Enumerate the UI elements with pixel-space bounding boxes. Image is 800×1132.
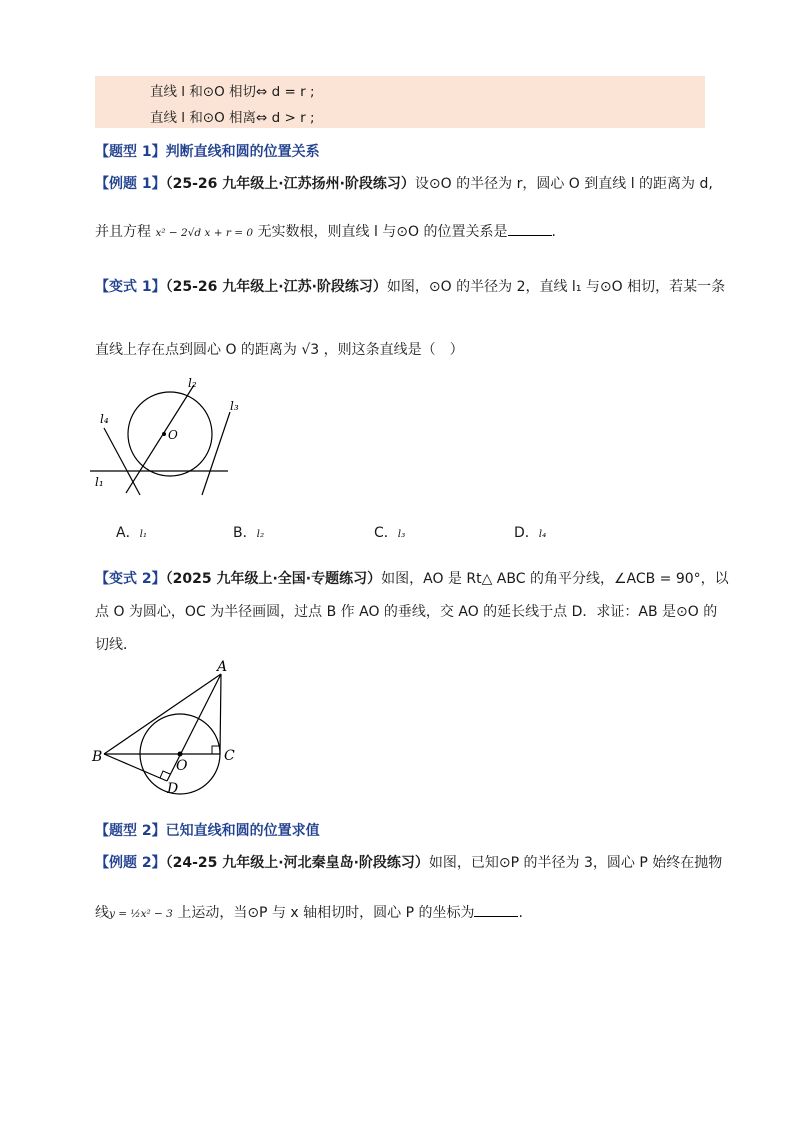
right-angle-c bbox=[212, 746, 220, 754]
label-d: D bbox=[167, 781, 179, 795]
variant2-tag: 【变式 2】 bbox=[95, 571, 166, 587]
label-l2: l₂ bbox=[188, 376, 197, 390]
option-d[interactable] bbox=[514, 522, 546, 542]
option-b[interactable] bbox=[233, 522, 264, 542]
option-b-value: l₂ bbox=[256, 528, 265, 540]
example2-text-b-pre: 线 bbox=[95, 905, 109, 921]
section2-heading: 【题型 2】已知直线和圆的位置求值 bbox=[95, 823, 320, 839]
example1-line1 bbox=[95, 173, 713, 193]
label-o: O bbox=[168, 428, 178, 442]
example2-text-a: 如图，已知⊙P 的半径为 3，圆心 P 始终在抛物 bbox=[428, 855, 723, 871]
separate-condition: 直线 l 和⊙O 相离⇔ d > r ; bbox=[150, 110, 315, 126]
variant1-source: （25-26 九年级上·江苏·阶段练习） bbox=[165, 279, 387, 295]
center-point-o bbox=[162, 432, 166, 436]
example1-text-b-pre: 并且方程 bbox=[95, 224, 151, 240]
example2-line1 bbox=[95, 852, 722, 872]
label-l3: l₃ bbox=[230, 399, 239, 413]
label-l4: l₄ bbox=[100, 412, 109, 426]
option-d-value: l₄ bbox=[538, 528, 547, 540]
answer-blank-2[interactable] bbox=[474, 904, 518, 917]
figure-circle-lines bbox=[90, 375, 250, 500]
segment-ba bbox=[104, 674, 221, 754]
variant2-line2: 点 O 为圆心，OC 为半径画圆，过点 B 作 AO 的垂线，交 AO 的延长线于点 D．求证：AB 是⊙O 的 bbox=[95, 604, 718, 620]
line-l4 bbox=[104, 428, 140, 495]
label-l1: l₁ bbox=[95, 475, 104, 489]
variant1-line2: 直线上存在点到圆心 O 的距离为 √3 ，则这条直线是（ ） bbox=[95, 342, 464, 358]
example2-line2 bbox=[95, 902, 523, 922]
example1-text-b-post: 无实数根，则直线 l 与⊙O 的位置关系是 bbox=[257, 224, 508, 240]
label-b: B bbox=[92, 749, 103, 765]
example2-tag: 【例题 2】 bbox=[95, 855, 166, 871]
example2-end: . bbox=[518, 905, 523, 921]
section1-heading: 【题型 1】判断直线和圆的位置关系 bbox=[95, 144, 320, 160]
variant2-text-a: 如图，AO 是 Rt△ ABC 的角平分线，∠ACB = 90°，以 bbox=[381, 571, 729, 587]
variant2-line1 bbox=[95, 568, 729, 588]
label-o2: O bbox=[176, 758, 188, 774]
label-a: A bbox=[217, 659, 228, 675]
variant1-text-a: 如图，⊙O 的半径为 2，直线 l₁ 与⊙O 相切，若某一条 bbox=[386, 279, 726, 295]
example2-equation: y = ½x² − 3 bbox=[109, 908, 173, 920]
example1-source: （25-26 九年级上·江苏扬州·阶段练习） bbox=[165, 176, 415, 192]
option-b-letter: B． bbox=[233, 525, 257, 541]
line-l2 bbox=[126, 385, 194, 493]
segment-ac bbox=[220, 674, 221, 754]
variant1-tag: 【变式 1】 bbox=[95, 279, 166, 295]
example1-equation: x² − 2√d x + r = 0 bbox=[155, 227, 254, 239]
option-c-value: l₃ bbox=[397, 528, 406, 540]
answer-blank[interactable] bbox=[508, 223, 552, 236]
variant2-line3: 切线． bbox=[95, 637, 137, 653]
tangent-condition: 直线 l 和⊙O 相切⇔ d = r ; bbox=[150, 84, 315, 100]
option-a[interactable] bbox=[116, 522, 147, 542]
figure-triangle-circle bbox=[90, 655, 250, 795]
example1-tag: 【例题 1】 bbox=[95, 176, 166, 192]
example2-source: （24-25 九年级上·河北秦皇岛·阶段练习） bbox=[165, 855, 429, 871]
point-o bbox=[178, 752, 183, 757]
example1-line2 bbox=[95, 221, 556, 241]
example1-text-a: 设⊙O 的半径为 r，圆心 O 到直线 l 的距离为 d, bbox=[414, 176, 713, 192]
segment-bd bbox=[104, 754, 167, 781]
option-a-letter: A． bbox=[116, 525, 140, 541]
option-c[interactable] bbox=[374, 522, 405, 542]
option-d-letter: D． bbox=[514, 525, 539, 541]
option-c-letter: C． bbox=[374, 525, 398, 541]
option-a-value: l₁ bbox=[139, 528, 148, 540]
example1-end: . bbox=[551, 224, 556, 240]
line-l3 bbox=[202, 412, 230, 495]
example2-text-b-post: 上运动，当⊙P 与 x 轴相切时，圆心 P 的坐标为 bbox=[177, 905, 475, 921]
variant2-source: （2025 九年级上·全国·专题练习） bbox=[165, 571, 382, 587]
label-c: C bbox=[224, 748, 235, 764]
variant1-line1 bbox=[95, 276, 725, 296]
